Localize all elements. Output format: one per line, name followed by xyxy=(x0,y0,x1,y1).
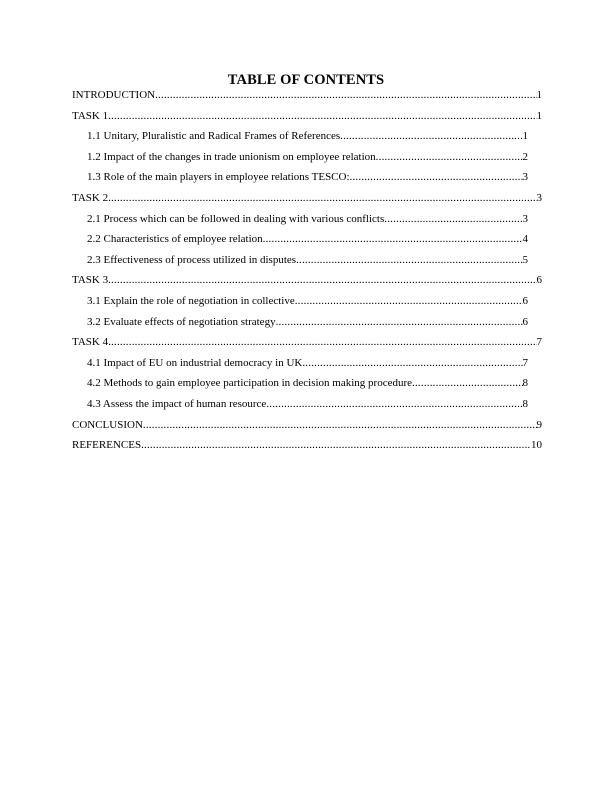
toc-entry-subsection[interactable] xyxy=(87,294,528,308)
toc-entry-subsection[interactable] xyxy=(87,129,528,143)
toc-entry-page-number: 1 xyxy=(536,109,542,122)
toc-entry-title: 3.1 Explain the role of negotiation in collective xyxy=(87,295,295,307)
toc-entry-section[interactable] xyxy=(72,418,542,432)
toc-entry-title: CONCLUSION xyxy=(72,418,143,431)
dot-leader xyxy=(384,212,522,226)
toc-entry-subsection[interactable] xyxy=(87,356,528,370)
dot-leader xyxy=(141,438,531,452)
toc-entry-page-number: 5 xyxy=(522,253,528,266)
toc-entry-page-number: 7 xyxy=(522,356,528,369)
toc-entry-page-number: 8 xyxy=(522,377,528,390)
toc-title: TABLE OF CONTENTS xyxy=(227,72,385,88)
dot-leader xyxy=(143,418,537,432)
dot-leader xyxy=(108,191,536,205)
toc-entry-page-number: 3 xyxy=(522,171,528,184)
toc-entry-title: TASK 2 xyxy=(72,192,109,204)
toc-entry-section[interactable] xyxy=(72,88,542,102)
toc-entry-page-number: 2 xyxy=(522,150,528,163)
toc-entry-title: 4.1 Impact of EU on industrial democracy in UK xyxy=(87,356,303,369)
toc-entry-page-number: 10 xyxy=(531,439,542,452)
toc-entry-title: 2.2 Characteristics of employee relation xyxy=(87,233,263,246)
dot-leader xyxy=(295,294,523,308)
dot-leader xyxy=(155,88,536,102)
toc-entry-title: 1.1 Unitary, Pluralistic and Radical Frames of References xyxy=(87,130,341,143)
toc-entry-page-number: 9 xyxy=(536,418,542,431)
toc-entry-title: TASK 4 xyxy=(72,336,109,349)
toc-entry-subsection[interactable] xyxy=(87,170,528,184)
toc-entry-section[interactable] xyxy=(72,438,542,452)
dot-leader xyxy=(350,170,523,184)
toc-entry-subsection[interactable] xyxy=(87,232,528,246)
dot-leader xyxy=(340,129,522,143)
toc-entry-section[interactable] xyxy=(72,109,542,123)
dot-leader xyxy=(108,273,536,287)
toc-entry-title: 4.2 Methods to gain employee participation in decision making procedure xyxy=(87,377,413,390)
toc-entry-title: REFERENCES xyxy=(72,439,142,452)
toc-entry-title: 1.2 Impact of the changes in trade unionism on employee relation xyxy=(87,150,376,163)
dot-leader xyxy=(108,335,536,349)
toc-entry-title: 2.3 Effectiveness of process utilized in disputes xyxy=(87,253,297,266)
dot-leader xyxy=(108,109,536,123)
toc-entry-subsection[interactable] xyxy=(87,376,528,390)
toc-entry-title: 1.3 Role of the main players in employee relations TESCO: xyxy=(87,171,350,184)
toc-entry-title: INTRODUCTION xyxy=(72,89,156,101)
toc-entry-page-number: 1 xyxy=(522,130,528,143)
toc-entry-section[interactable] xyxy=(72,191,542,205)
toc-entry-title: 2.1 Process which can be followed in dealing with various conflicts xyxy=(87,212,385,225)
toc-entry-page-number: 3 xyxy=(536,192,542,204)
toc-entry-page-number: 6 xyxy=(522,295,528,307)
dot-leader xyxy=(376,150,523,164)
toc-entry-page-number: 1 xyxy=(536,89,542,101)
dot-leader xyxy=(263,232,523,246)
toc-entry-subsection[interactable] xyxy=(87,397,528,411)
toc-entry-page-number: 7 xyxy=(536,336,542,349)
toc-entry-title: TASK 3 xyxy=(72,274,109,287)
toc-entry-page-number: 6 xyxy=(522,315,528,328)
dot-leader xyxy=(266,397,522,411)
toc-entry-subsection[interactable] xyxy=(87,212,528,226)
dot-leader xyxy=(276,315,523,329)
toc-entry-title: 3.2 Evaluate effects of negotiation strategy xyxy=(87,315,276,328)
toc-entry-subsection[interactable] xyxy=(87,315,528,329)
dot-leader xyxy=(302,356,522,370)
toc-entry-subsection[interactable] xyxy=(87,150,528,164)
toc-entry-title: TASK 1 xyxy=(72,109,109,122)
toc-entry-section[interactable] xyxy=(72,335,542,349)
dot-leader xyxy=(296,253,522,267)
toc-entry-title: 4.3 Assess the impact of human resource xyxy=(87,398,267,410)
toc-entry-subsection[interactable] xyxy=(87,253,528,267)
toc-entry-page-number: 6 xyxy=(536,274,542,287)
dot-leader xyxy=(412,376,522,390)
toc-entry-page-number: 4 xyxy=(522,233,528,246)
toc-entry-section[interactable] xyxy=(72,273,542,287)
toc-entry-page-number: 8 xyxy=(522,398,528,410)
toc-entry-page-number: 3 xyxy=(522,212,528,225)
